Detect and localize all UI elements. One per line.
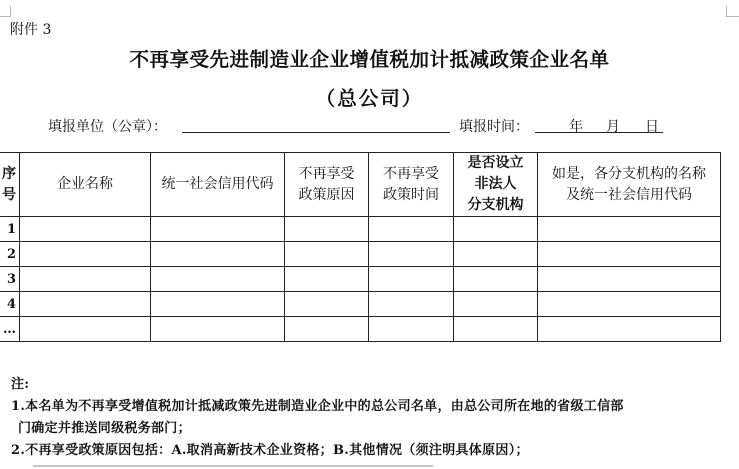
- table-cell[interactable]: [151, 292, 285, 317]
- year-label: 年: [569, 119, 583, 135]
- table-cell[interactable]: [20, 267, 151, 292]
- time-label: 填报时间：: [459, 119, 529, 135]
- table-header-row: [0, 153, 721, 217]
- table-cell[interactable]: [538, 242, 721, 267]
- table-cell[interactable]: [538, 292, 721, 317]
- header-company-name: 企业名称: [20, 153, 151, 217]
- note-line-2: 2.不再享受政策原因包括：A.取消高新技术企业资格；B.其他情况（须注明具体原因）；: [11, 443, 529, 458]
- unit-label: 填报单位（公章）：: [48, 119, 167, 135]
- unit-blank-field[interactable]: [182, 132, 450, 133]
- row-number: 1: [0, 217, 20, 242]
- day-label: 日: [645, 119, 659, 135]
- table-cell[interactable]: [369, 317, 454, 342]
- table-cell[interactable]: [454, 217, 538, 242]
- row-number: 2: [0, 242, 20, 267]
- table-cell[interactable]: [20, 242, 151, 267]
- table-cell[interactable]: [454, 317, 538, 342]
- header-time: 不再享受 政策时间: [369, 153, 454, 217]
- note-line-1-continued: 门确定并推送同级税务部门；: [18, 421, 191, 436]
- note-line-1: 1.本名单为不再享受增值税加计抵减政策先进制造业企业中的总公司名单，由总公司所在地的省级工信部: [11, 399, 624, 414]
- table-cell[interactable]: [369, 292, 454, 317]
- table-cell[interactable]: [285, 292, 369, 317]
- header-reason: 不再享受 政策原因: [285, 153, 369, 217]
- table-cell[interactable]: [538, 217, 721, 242]
- page-corner-mark: [726, 6, 739, 17]
- table-cell[interactable]: [538, 267, 721, 292]
- company-list-table: [0, 152, 721, 342]
- table-cell[interactable]: [20, 317, 151, 342]
- table-cell[interactable]: [285, 267, 369, 292]
- header-credit-code: 统一社会信用代码: [151, 153, 285, 217]
- table-cell[interactable]: [369, 242, 454, 267]
- table-row: [0, 317, 721, 342]
- table-cell[interactable]: [285, 217, 369, 242]
- table-cell[interactable]: [285, 242, 369, 267]
- header-seq: 序 号: [0, 153, 20, 217]
- table-row: [0, 217, 721, 242]
- table-row: [0, 267, 721, 292]
- table-cell[interactable]: [151, 317, 285, 342]
- row-number: 4: [0, 292, 20, 317]
- table-row: [0, 292, 721, 317]
- table-cell[interactable]: [454, 267, 538, 292]
- table-row: [0, 242, 721, 267]
- document-subtitle: （总公司）: [315, 87, 424, 110]
- table-cell[interactable]: [151, 242, 285, 267]
- table-cell[interactable]: [151, 267, 285, 292]
- cropped-text-line: [33, 463, 433, 469]
- table-cell[interactable]: [454, 292, 538, 317]
- notes-section: [11, 374, 624, 462]
- month-label: 月: [606, 119, 620, 135]
- attachment-label: 附件 3: [10, 22, 52, 38]
- table-cell[interactable]: [285, 317, 369, 342]
- header-branch: 是否设立 非法人 分支机构: [454, 153, 538, 217]
- table-cell[interactable]: [369, 217, 454, 242]
- row-number: 3: [0, 267, 20, 292]
- table-cell[interactable]: [20, 217, 151, 242]
- table-cell[interactable]: [151, 217, 285, 242]
- notes-heading: 注:: [11, 377, 30, 392]
- table-cell[interactable]: [538, 317, 721, 342]
- table-cell[interactable]: [369, 267, 454, 292]
- row-number: …: [0, 317, 20, 342]
- page-corner-mark: [0, 6, 11, 17]
- header-branch-info: 如是，各分支机构的名称 及统一社会信用代码: [538, 153, 721, 217]
- table-cell[interactable]: [454, 242, 538, 267]
- document-title: 不再享受先进制造业企业增值税加计抵减政策企业名单: [129, 48, 610, 71]
- table-cell[interactable]: [20, 292, 151, 317]
- date-blank-field[interactable]: [535, 116, 663, 133]
